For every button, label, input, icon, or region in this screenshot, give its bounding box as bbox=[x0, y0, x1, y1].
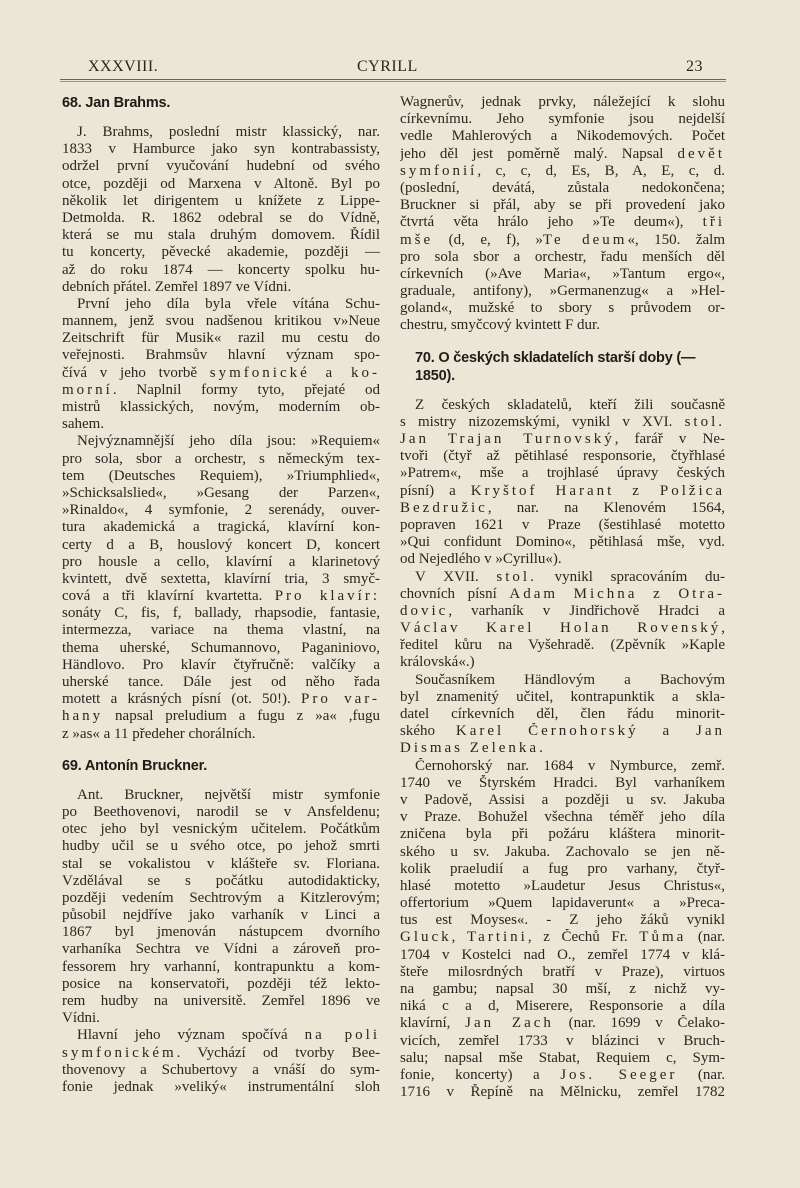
text-line bbox=[400, 723, 725, 740]
paragraph bbox=[400, 397, 725, 569]
text-line: později vedením Sechtrovým a Kitzlerovým; bbox=[62, 889, 380, 906]
spaced-emphasis: tři bbox=[702, 214, 725, 231]
spaced-emphasis: stol. bbox=[684, 413, 725, 430]
text-line: 1704 v Kostelci nad O., zemřel 1774 v klá- bbox=[400, 946, 725, 963]
text-run: (d, e, f), » bbox=[433, 231, 543, 248]
text-line: která se mu stala druhým domovem. Řídil bbox=[62, 227, 380, 244]
text-line: v Praze. Bohužel všechna téměř jeho díla bbox=[400, 809, 725, 826]
text-run: , nar. na Klenovém 1564, bbox=[487, 499, 725, 516]
paragraph bbox=[62, 1027, 380, 1096]
text-line bbox=[400, 500, 725, 517]
text-line: fessorem hry varhanní, kontrapunktu a kom- bbox=[62, 958, 380, 975]
text-run: V XVII. bbox=[415, 568, 497, 585]
text-run: , c, c, d, Es, B, A, E, c, d. bbox=[477, 162, 725, 179]
text-line: od Nejedlého v »Cyrillu«). bbox=[400, 551, 562, 568]
text-line: »Rinaldo«, 4 symfonie, 2 serenády, ouver- bbox=[62, 502, 380, 519]
text-line: kvintett, dvě sextetta, klavírní tria, 3 smyč- bbox=[62, 570, 380, 587]
text-line: 1867 byl jmenován nástupcem dvorního bbox=[62, 924, 380, 941]
text-line: »Qui confidunt Domino«, pětihlasá mše, vyd. bbox=[400, 534, 725, 551]
text-line: 1833 v Hamburce jako syn kontrabassisty, bbox=[62, 141, 380, 158]
text-line: uherské tance. Dále jest od něho řada bbox=[62, 674, 380, 690]
text-line: otec jeho byl vesnickým učitelem. Počátkům bbox=[62, 821, 380, 838]
spaced-emphasis: stol. bbox=[496, 568, 537, 585]
text-run: . Vychází od tvorby Bee- bbox=[176, 1044, 380, 1061]
text-run: motett a krásných písní (ot. 50!). bbox=[62, 691, 302, 708]
text-line bbox=[400, 569, 725, 586]
text-line: Bruckner si přál, aby se při provedení jako bbox=[400, 197, 725, 214]
text-run: Hlavní jeho význam spočívá bbox=[77, 1027, 305, 1044]
text-line: na gambu; napsal 30 mší, z nichž vy- bbox=[400, 981, 725, 997]
text-run: napsal preludium a fugu z »a« ,fugu bbox=[103, 708, 380, 725]
text-run: (nar. bbox=[677, 1066, 725, 1083]
text-line: hlasé motetto »Laudetur Jesus Christus«, bbox=[400, 877, 725, 894]
text-line: tem (Deutsches Requiem), »Triumphlied«, bbox=[62, 467, 380, 484]
text-line: J. Brahms, poslední mistr klassický, nar. bbox=[77, 124, 380, 140]
text-run: s mistry nizozemskými, vynikl v XVI. bbox=[400, 413, 685, 430]
text-line bbox=[62, 691, 380, 708]
text-run: . Naplnil formy tyto, přejaté od bbox=[112, 381, 380, 398]
header-rule bbox=[60, 79, 726, 82]
text-line: offertorium »Quem lapidaverunt« a »Preca- bbox=[400, 895, 725, 912]
text-line: v Padově, Assisi a později u sv. Jakuba bbox=[400, 791, 725, 808]
text-run: chovních písní bbox=[400, 585, 510, 602]
text-line bbox=[400, 146, 725, 163]
paragraph bbox=[400, 758, 725, 1102]
text-line: hudby učil se u svého otce, po jehož smrti bbox=[62, 838, 380, 855]
text-line: vedle Mahlerových a Nikodemových. Počet bbox=[400, 128, 725, 145]
text-line bbox=[400, 431, 725, 448]
text-line: (poslední, devátá, zůstala nedokončena; bbox=[400, 179, 725, 196]
text-line: stal se vokalistou v klášteře sv. Floriana. bbox=[62, 855, 380, 872]
text-line bbox=[400, 929, 725, 946]
text-line: První jeho díla byla vřele vítána Schu- bbox=[77, 295, 380, 312]
spaced-emphasis: Pro klavír: bbox=[274, 588, 380, 605]
text-line: Vídni. bbox=[62, 1010, 100, 1027]
paragraph bbox=[400, 569, 725, 672]
text-line bbox=[400, 214, 725, 231]
text-line: fonie jednak »veliký« instrumentální sloh bbox=[62, 1078, 380, 1095]
paragraph bbox=[400, 94, 725, 335]
text-line: »Patrem«, mše a trojhlasé úpravy českých bbox=[400, 465, 725, 482]
text-line bbox=[400, 1067, 725, 1084]
page-number: 23 bbox=[686, 58, 703, 75]
text-run: . bbox=[539, 740, 543, 757]
text-line: Händlovo. Pro klavír čtyřručně: valčíky a bbox=[62, 656, 380, 673]
text-line: z »as« a 11 předeher chorálních. bbox=[62, 725, 256, 742]
text-line: održel první vyučování hudební od svého bbox=[62, 158, 380, 175]
text-line: graduale, antifony), »Germanenzug« a »Hel- bbox=[400, 283, 725, 300]
text-line: tu koncerty, pěvecké akademie, později — bbox=[62, 244, 380, 261]
section-heading: 68. Jan Brahms. bbox=[62, 95, 171, 111]
text-line: thema uherské, Schumannovo, Paganiniovo, bbox=[62, 639, 380, 656]
text-line bbox=[400, 603, 725, 620]
text-line: debních přátel. Zemřel 1897 ve Vídni. bbox=[62, 278, 292, 295]
spaced-emphasis: Václav Karel Holan Rovenský bbox=[400, 620, 722, 637]
running-title: CYRILL bbox=[357, 58, 418, 75]
text-run: (nar. bbox=[686, 929, 725, 946]
text-line: tus est Moyses«. - Z jeho žáků vynikl bbox=[400, 912, 725, 929]
spaced-emphasis: Jos. Seeger bbox=[560, 1066, 678, 1083]
text-line: Detmolda. R. 1862 odebral se do Vídně, bbox=[62, 209, 380, 226]
text-line: ského u sv. Jakuba. Zachovalo se jen ně- bbox=[400, 843, 725, 860]
text-line bbox=[400, 483, 725, 500]
text-line: Nejvýznamnější jeho díla jsou: »Requiem« bbox=[77, 433, 380, 450]
text-run: ského bbox=[400, 723, 456, 740]
spaced-emphasis: mše bbox=[400, 231, 434, 248]
text-line: pro housle a cello, klavírní a klarinetový bbox=[62, 553, 380, 570]
text-line: pro sola, sbor a orchestr, s německým tex- bbox=[62, 450, 380, 467]
text-line: 1740 ve Štyrském Hradci. Byl varhaníkem bbox=[400, 774, 725, 791]
text-line: Z českých skladatelů, kteří žili současně bbox=[415, 396, 725, 413]
text-line bbox=[62, 365, 380, 382]
spaced-emphasis: na poli bbox=[304, 1027, 380, 1044]
text-line: posice na konservatoři, později též lekto- bbox=[62, 975, 380, 992]
text-line: mannem, jenž svou nadšenou kritikou v»Neue bbox=[62, 313, 380, 330]
text-run: cová a tři klavírní kvartetta. bbox=[62, 588, 275, 605]
spaced-emphasis: symfonické a ko- bbox=[209, 364, 380, 381]
spaced-emphasis: morní bbox=[62, 381, 113, 398]
text-line: pro sola sbor a orchestr, řadu menších děl bbox=[400, 248, 725, 265]
spaced-emphasis: Adam Michna z Otra- bbox=[509, 585, 725, 602]
text-line: působil nejdříve jako varhaník v Linci a bbox=[62, 907, 380, 924]
text-run: čívá v jeho tvorbě bbox=[62, 364, 210, 381]
text-run: čtvrtá věta hrálo jeho »Te deum«), bbox=[400, 214, 703, 231]
text-line: tvoři (čtyř až pětihlasé responsorie, čtyřhlasé bbox=[400, 448, 725, 465]
text-line: certy d a B, houslový koncert D, koncert bbox=[62, 536, 380, 553]
text-line: Wagnerův, jednak prvky, náležející k slohu bbox=[400, 94, 725, 110]
text-line: 1716 v Řepíně na Mělnicku, zemřel 1782 bbox=[400, 1084, 725, 1101]
text-line bbox=[400, 740, 725, 757]
spaced-emphasis: symfonickém bbox=[62, 1044, 177, 1061]
section-heading: 70. O českých skladatelích starší doby (—1850). bbox=[415, 349, 696, 384]
text-line bbox=[400, 586, 725, 603]
text-line: byl znamenitý učitel, kontrapunktik a skla- bbox=[400, 688, 725, 705]
left-column bbox=[62, 94, 380, 1096]
spaced-emphasis: Dismas Zelenka bbox=[400, 740, 540, 757]
text-run: klavírní, bbox=[400, 1015, 466, 1032]
paragraph bbox=[62, 787, 380, 1028]
text-line: církevních (»Ave Maria«, »Tantum ergo«, bbox=[400, 265, 725, 282]
text-line bbox=[62, 1027, 380, 1044]
spaced-emphasis: Te deum bbox=[542, 231, 628, 248]
text-line: rem hudby na universitě. Zemřel 1896 ve bbox=[62, 993, 380, 1009]
text-line: po Beethovenovi, narodil se v Ansfeldenu; bbox=[62, 803, 380, 820]
text-line: kolik praeludií a fug pro varhany, čtyř- bbox=[400, 860, 725, 877]
text-run: , farář v Ne- bbox=[614, 431, 725, 447]
paragraph bbox=[62, 296, 380, 434]
text-line: vicích, zemřel 1733 v blázinci v Bruch- bbox=[400, 1032, 725, 1049]
text-line: niká c a d, Miserere, Responsorie a díla bbox=[400, 998, 725, 1015]
text-line: ředitel kůru na Vyšehradě. (Zpěvník »Kaple bbox=[400, 637, 725, 654]
text-line bbox=[400, 414, 725, 431]
text-line: intermezza, variace na thema vlastní, na bbox=[62, 622, 380, 639]
text-line: tura akademická a tragická, klavírní kon- bbox=[62, 519, 380, 536]
text-line: chestru, smyčcový kvintett F dur. bbox=[400, 317, 600, 334]
text-line: královská«.) bbox=[400, 654, 475, 671]
text-line: mistrů klassických, novým, moderním ob- bbox=[62, 399, 380, 415]
section-heading: 69. Antonín Bruckner. bbox=[62, 757, 208, 774]
paragraph bbox=[62, 124, 380, 296]
text-line: salu; napsal mše Stabat, Requiem c, Sym- bbox=[400, 1049, 725, 1066]
text-line: Zeitschrift für Musik« razil mu cestu do bbox=[62, 330, 380, 347]
text-run: , bbox=[451, 929, 468, 946]
text-run: , bbox=[721, 620, 725, 637]
right-column bbox=[400, 94, 725, 1101]
text-line bbox=[62, 1045, 380, 1062]
text-line: Ant. Bruckner, největší mistr symfonie bbox=[77, 786, 380, 803]
spaced-emphasis: Pro var- bbox=[301, 691, 380, 708]
spaced-emphasis: symfonií bbox=[400, 162, 478, 179]
text-line bbox=[400, 620, 725, 637]
spaced-emphasis: devět bbox=[677, 145, 725, 162]
text-run: vynikl spracováním du- bbox=[536, 568, 725, 585]
text-line: varhaníka Sechtra ve Vídni a zároveň pro- bbox=[62, 941, 380, 958]
text-line bbox=[400, 1015, 725, 1032]
text-line: »Schicksalslied«, »Gesang der Parzen«, bbox=[62, 484, 380, 501]
spaced-emphasis: Bezdružic bbox=[400, 499, 488, 516]
text-line bbox=[62, 588, 380, 605]
text-run: (nar. 1699 v Čelako- bbox=[553, 1015, 725, 1032]
text-run: «, 150. žalm bbox=[627, 231, 725, 248]
text-line: několik let dirigentem u knížete z Lippe- bbox=[62, 192, 380, 209]
text-line bbox=[400, 232, 725, 249]
text-line: až do roku 1874 — koncerty spolku hu- bbox=[62, 261, 380, 278]
spaced-emphasis: Kryštof Harant z Polžica bbox=[470, 482, 725, 499]
spaced-emphasis: Gluck bbox=[400, 929, 452, 946]
text-run: jeho děl jest poměrně malý. Napsal bbox=[400, 145, 678, 162]
text-run: písní) a bbox=[400, 482, 471, 499]
spaced-emphasis: Jan Trajan Turnovský bbox=[400, 431, 615, 447]
volume-number: XXXVIII. bbox=[88, 58, 159, 75]
spaced-emphasis: hany bbox=[62, 708, 104, 725]
spaced-emphasis: Karel Černohorský a Jan bbox=[455, 723, 725, 740]
text-line bbox=[62, 708, 380, 725]
text-line: sahem. bbox=[62, 416, 105, 433]
text-run: fonie, koncerty) a bbox=[400, 1066, 561, 1083]
text-line: Černohorský nar. 1684 v Nymburce, zemř. bbox=[415, 757, 725, 774]
spaced-emphasis: Tůma bbox=[639, 929, 687, 946]
text-line bbox=[62, 382, 380, 399]
text-line: Vzdělával se s počátku autodidakticky, bbox=[62, 872, 380, 889]
text-line: otce, později od Marxena v Altoně. Byl po bbox=[62, 175, 380, 192]
text-run: , z Čechů Fr. bbox=[527, 929, 640, 946]
text-line: sonáty C, fis, f, ballady, rhapsodie, fantasie, bbox=[62, 605, 380, 622]
text-line bbox=[400, 163, 725, 180]
text-line: církevnímu. Jeho symfonie jsou nejdelší bbox=[400, 111, 725, 128]
text-line: šteře milosrdných bratří v Praze), virtuos bbox=[400, 963, 725, 980]
text-line: zničena byla při požáru kláštera minorit- bbox=[400, 826, 725, 843]
text-line: Současníkem Händlovým a Bachovým bbox=[415, 671, 725, 688]
spaced-emphasis: dovic bbox=[400, 602, 449, 619]
text-line: popraven 1621 v Praze (šestihlasé motetto bbox=[400, 516, 725, 533]
spaced-emphasis: Jan Zach bbox=[465, 1015, 554, 1032]
text-line: goland«, mužské to sbory s průvodem or- bbox=[400, 300, 725, 317]
paragraph bbox=[62, 433, 380, 742]
text-line: datel církevních děl, člen řádu minorit- bbox=[400, 706, 725, 722]
spaced-emphasis: Tartini bbox=[467, 929, 528, 946]
text-line: thovenovy a Schubertovy a vnáší do sym- bbox=[62, 1061, 380, 1078]
text-run: , varhaník v Jindřichově Hradci a bbox=[448, 602, 725, 619]
paragraph bbox=[400, 672, 725, 758]
text-line: veřejnosti. Brahmsův hlavní význam spo- bbox=[62, 347, 380, 364]
